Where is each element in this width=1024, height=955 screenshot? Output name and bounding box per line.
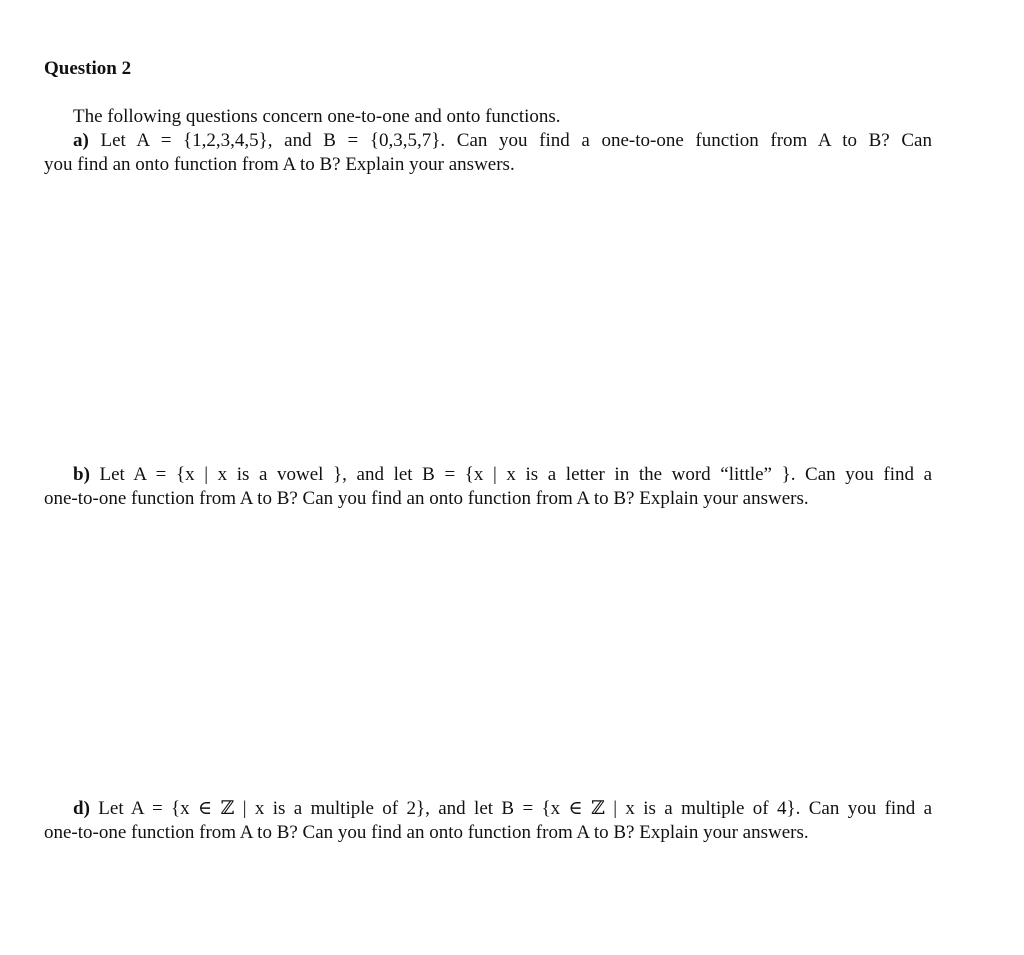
question-title: Question 2	[44, 58, 132, 79]
part-d	[44, 797, 932, 845]
part-b-line-1	[44, 463, 932, 487]
part-d-line-2: one-to-one function from A to B? Can you find an onto function from A to B? Explain your answers.	[44, 822, 809, 843]
part-b-line-2: one-to-one function from A to B? Can you find an onto function from A to B? Explain your answers.	[44, 488, 809, 509]
part-d-label: d)	[73, 798, 90, 819]
part-b	[44, 463, 932, 511]
part-a-line-2: you find an onto function from A to B? Explain your answers.	[44, 154, 515, 175]
part-a-label: a)	[73, 130, 89, 151]
question-intro: The following questions concern one-to-one and onto functions.	[73, 106, 561, 127]
part-b-label: b)	[73, 464, 90, 485]
part-d-line-1	[44, 797, 932, 821]
part-a-text-1: Let A = {1,2,3,4,5}, and B = {0,3,5,7}. Can you find a one-to-one function from A to B? Can	[100, 130, 932, 151]
part-b-text-1: Let A = {x | x is a vowel }, and let B = {x | x is a letter in the word “little” }. Can you find a	[99, 464, 933, 485]
part-d-text-1: Let A = {x ∈ ℤ | x is a multiple of 2}, and let B = {x ∈ ℤ | x is a multiple of 4}. Can you find a	[98, 798, 932, 819]
part-a-line-1	[44, 129, 932, 153]
part-a	[44, 129, 932, 177]
